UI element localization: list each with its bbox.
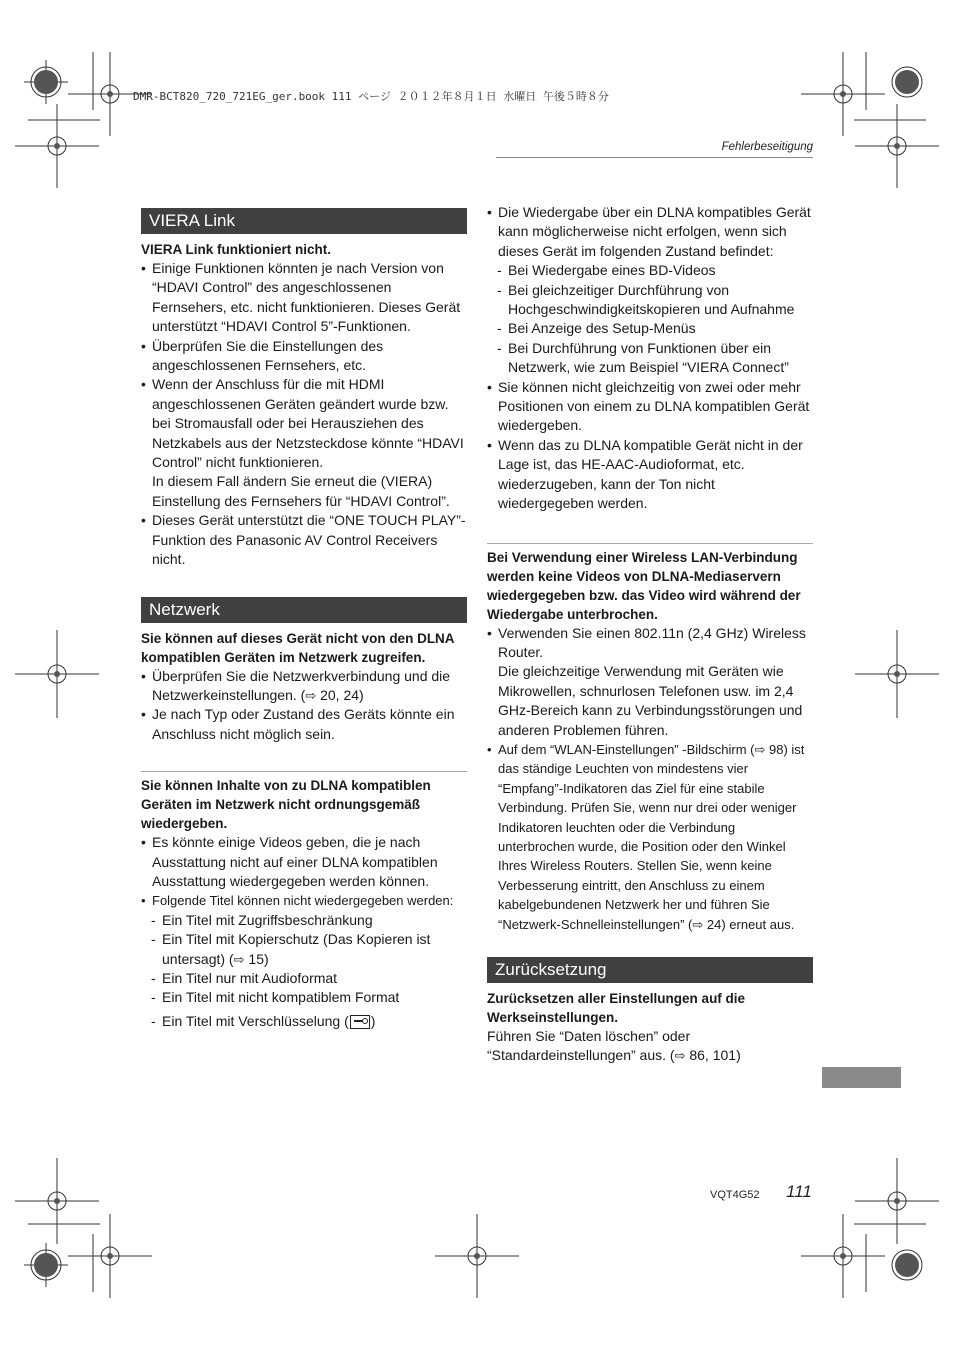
zuruecksetzung-heading: Zurücksetzung	[487, 957, 813, 983]
reference-arrow-icon: ⇨	[674, 1048, 686, 1064]
dash-item: - Bei Wiedergabe eines BD-Videos	[487, 261, 813, 280]
reset-text	[487, 1027, 813, 1066]
list-item: • Überprüfen Sie die Einstellungen des angeschlossenen Fernsehers, etc.	[141, 337, 467, 376]
page-reference: 15)	[248, 950, 269, 967]
list-item: • Überprüfen Sie die Netzwerkverbindung und die Netzwerkeinstellungen. (⇨ 20, 24)	[141, 667, 467, 706]
reset-text-body: Führen Sie “Daten löschen” oder “Standardeinstellungen” aus. (	[487, 1028, 691, 1064]
dash-item	[141, 1012, 467, 1031]
list-item	[487, 624, 813, 740]
list-item	[487, 740, 813, 934]
list-item-text: • Wenn der Anschluss für die mit HDMI angeschlossenen Geräten geändert wurde bzw. bei Stromausfall oder bei Herausziehen des Netzkabels aus der Netzsteckdose könnte “HDAVI Control” nicht funktionieren.	[152, 376, 464, 471]
left-column	[141, 208, 467, 1031]
list-item: • Je nach Typ oder Zustand des Geräts könnte ein Anschluss nicht möglich sein.	[141, 705, 467, 744]
dash-item-text: Ein Titel mit Verschlüsselung (	[162, 1012, 349, 1029]
netzwerk-question-3: Bei Verwendung einer Wireless LAN-Verbindung werden keine Videos von DLNA-Mediaservern wiedergegeben bzw. das Video wird während der Wiedergabe unterbrochen.	[487, 549, 801, 622]
list-item: • Wenn das zu DLNA kompatible Gerät nicht in der Lage ist, das HE-AAC-Audioformat, etc. wiederzugeben, kann der Ton nicht wiedergegeben werden.	[487, 436, 813, 514]
list-item: • Sie können nicht gleichzeitig von zwei oder mehr Positionen von einem zu DLNA kompatiblen Gerät wiedergeben.	[487, 378, 813, 436]
model-code: VQT4G52	[710, 1189, 760, 1201]
netzwerk-question-2: Sie können Inhalte von zu DLNA kompatiblen Geräten im Netzwerk nicht ordnungsgemäß wiedergeben.	[141, 778, 431, 832]
reference-arrow-icon: ⇨	[754, 741, 766, 757]
reference-arrow-icon: ⇨	[692, 916, 704, 932]
reset-question: Zurücksetzen aller Einstellungen auf die Werkseinstellungen.	[487, 991, 746, 1025]
dash-item: - Bei Durchführung von Funktionen über ein Netzwerk, wie zum Beispiel “VIERA Connect”	[487, 339, 813, 378]
list-item-text: Die gleichzeitige Verwendung mit Geräten wie Mikrowellen, schnurlosen Telefonen usw. im 2,4 GHz-Bereich kann zu Verbindungsstörungen und anderen Problemen führen.	[498, 663, 803, 738]
list-item-text: 24) erneut aus.	[706, 916, 795, 932]
list-item-text: 98) ist das ständige Leuchten von mindestens vier “Empfang”-Indikatoren das Ziel für eine stabile Verbindung. Prüfen Sie, wenn nur drei oder weniger Indikatoren leuchten oder die Verbindung unterbrochen wurde, die Position oder den Winkel Ihres Wireless Routers. Stellen Sie, wenn keine Verbesserung eintritt, den Anschluss zu einem kabelgebundenen Netzwerk her und führen Sie “Netzwerk-Schnelleinstellungen” (	[498, 741, 805, 932]
dash-item: - Ein Titel mit Kopierschutz (Das Kopieren ist untersagt) (⇨ 15)	[141, 930, 467, 969]
dash-item-text: Ein Titel mit Kopierschutz (Das Kopieren ist untersagt)	[162, 931, 431, 967]
encryption-key-icon	[350, 1015, 370, 1029]
list-item-text: Auf dem “WLAN-Einstellungen” -Bildschirm (	[498, 741, 755, 757]
right-column	[487, 203, 813, 1066]
dash-item: - Ein Titel nur mit Audioformat	[141, 969, 467, 988]
list-item: • Einige Funktionen könnten je nach Version von “HDAVI Control” des angeschlossenen Fernsehers, etc. nicht funktionieren. Dieses Gerät unterstützt “HDAVI Control 5”-Funktionen.	[141, 259, 467, 337]
dash-item: - Ein Titel mit Zugriffsbeschränkung	[141, 911, 467, 930]
list-item: • Die Wiedergabe über ein DLNA kompatibles Gerät kann möglicherweise nicht erfolgen, wenn sich dieses Gerät im folgenden Zustand befindet:	[487, 203, 813, 261]
section-title: Fehlerbeseitigung	[721, 141, 813, 153]
viera-link-heading: VIERA Link	[141, 208, 467, 234]
list-item: • Folgende Titel können nicht wiedergegeben werden:	[141, 891, 467, 910]
list-item-text: • Verwenden Sie einen 802.11n (2,4 GHz) Wireless Router.	[498, 624, 806, 660]
header-rule	[496, 157, 813, 158]
list-item	[141, 375, 467, 511]
list-item: • Es könnte einige Videos geben, die je nach Ausstattung nicht auf einer DLNA kompatiblen Ausstattung wiedergegeben werden können.	[141, 833, 467, 891]
page-number: 111	[786, 1182, 812, 1201]
list-item: • Dieses Gerät unterstützt die “ONE TOUCH PLAY”-Funktion des Panasonic AV Control Receivers nicht.	[141, 511, 467, 569]
dash-item: - Ein Titel mit nicht kompatiblem Format	[141, 988, 467, 1007]
netzwerk-heading: Netzwerk	[141, 597, 467, 623]
dash-item: - Bei gleichzeitiger Durchführung von Hochgeschwindigkeitskopieren und Aufnahme	[487, 281, 813, 320]
reference-arrow-icon: ⇨	[233, 951, 245, 967]
dash-item: - Bei Anzeige des Setup-Menüs	[487, 319, 813, 338]
dash-item-text: )	[370, 1012, 376, 1029]
book-info: DMR-BCT820_720_721EG_ger.book 111 ページ ２０１２年８月１日 水曜日 午後５時８分	[133, 90, 609, 103]
page-reference: 86, 101)	[689, 1047, 741, 1064]
list-item-text: Überprüfen Sie die Netzwerkverbindung und die Netzwerkeinstellungen.	[152, 667, 451, 703]
netzwerk-question-1: Sie können auf dieses Gerät nicht von den DLNA kompatiblen Geräten im Netzwerk zugreifen.	[141, 630, 455, 665]
chapter-tab-marker	[822, 1067, 901, 1088]
viera-question: VIERA Link funktioniert nicht.	[141, 242, 332, 257]
reference-arrow-icon: ⇨	[305, 687, 317, 703]
page-reference: 20, 24)	[320, 686, 364, 703]
list-item-text: In diesem Fall ändern Sie erneut die (VIERA) Einstellung des Fernsehers für “HDAVI Control”.	[152, 473, 450, 509]
